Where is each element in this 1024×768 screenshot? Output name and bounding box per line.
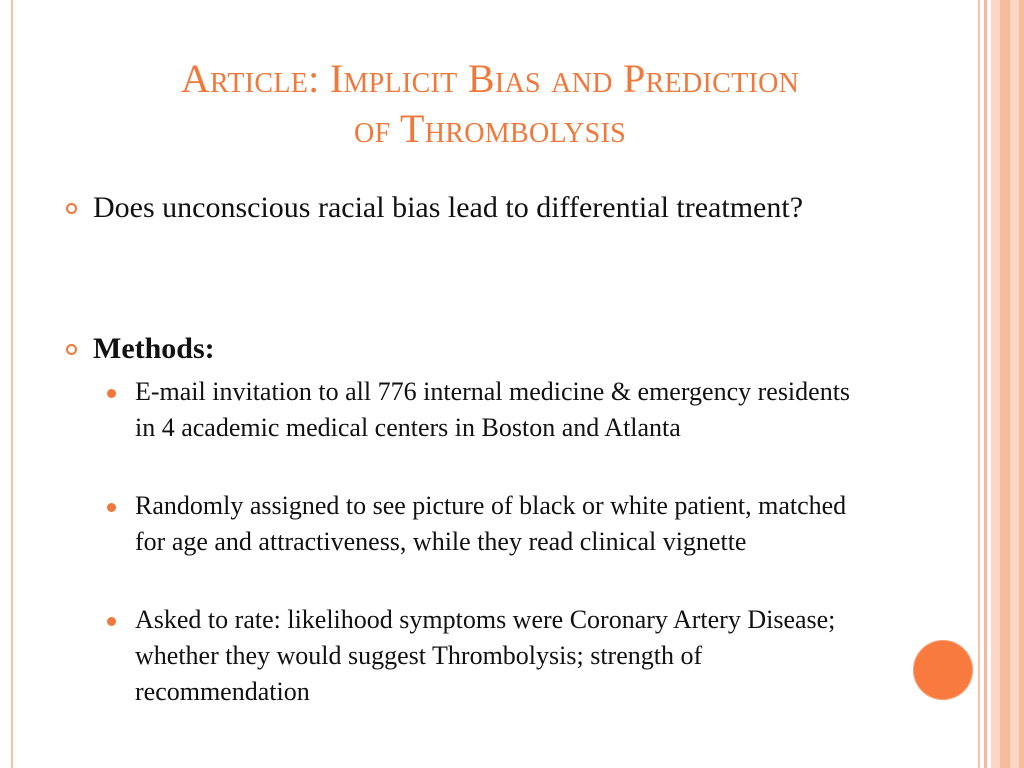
hollow-circle-bullet-icon	[66, 344, 77, 355]
title-line-2: of Thrombolysis	[354, 106, 626, 151]
bullet-question: Does unconscious racial bias lead to differential treatment?	[93, 191, 804, 224]
filled-dot-bullet-icon	[107, 389, 116, 398]
bullet-methods-heading: Methods:	[93, 332, 215, 365]
filled-dot-bullet-icon	[107, 617, 116, 626]
methods-item: Randomly assigned to see picture of black or white patient, matched for age and attractiveness, while they read clinical vignette	[135, 491, 847, 556]
filled-dot-bullet-icon	[107, 503, 116, 512]
methods-item: E-mail invitation to all 776 internal medicine & emergency residents in 4 academic medical centers in Boston and Atlanta	[135, 377, 851, 442]
title-line-1: Article: Implicit Bias and Prediction	[180, 56, 800, 101]
methods-item: Asked to rate: likelihood symptoms were Coronary Artery Disease; whether they would suggest Thrombolysis; strength of recommendation	[135, 605, 836, 706]
hollow-circle-bullet-icon	[66, 203, 77, 214]
